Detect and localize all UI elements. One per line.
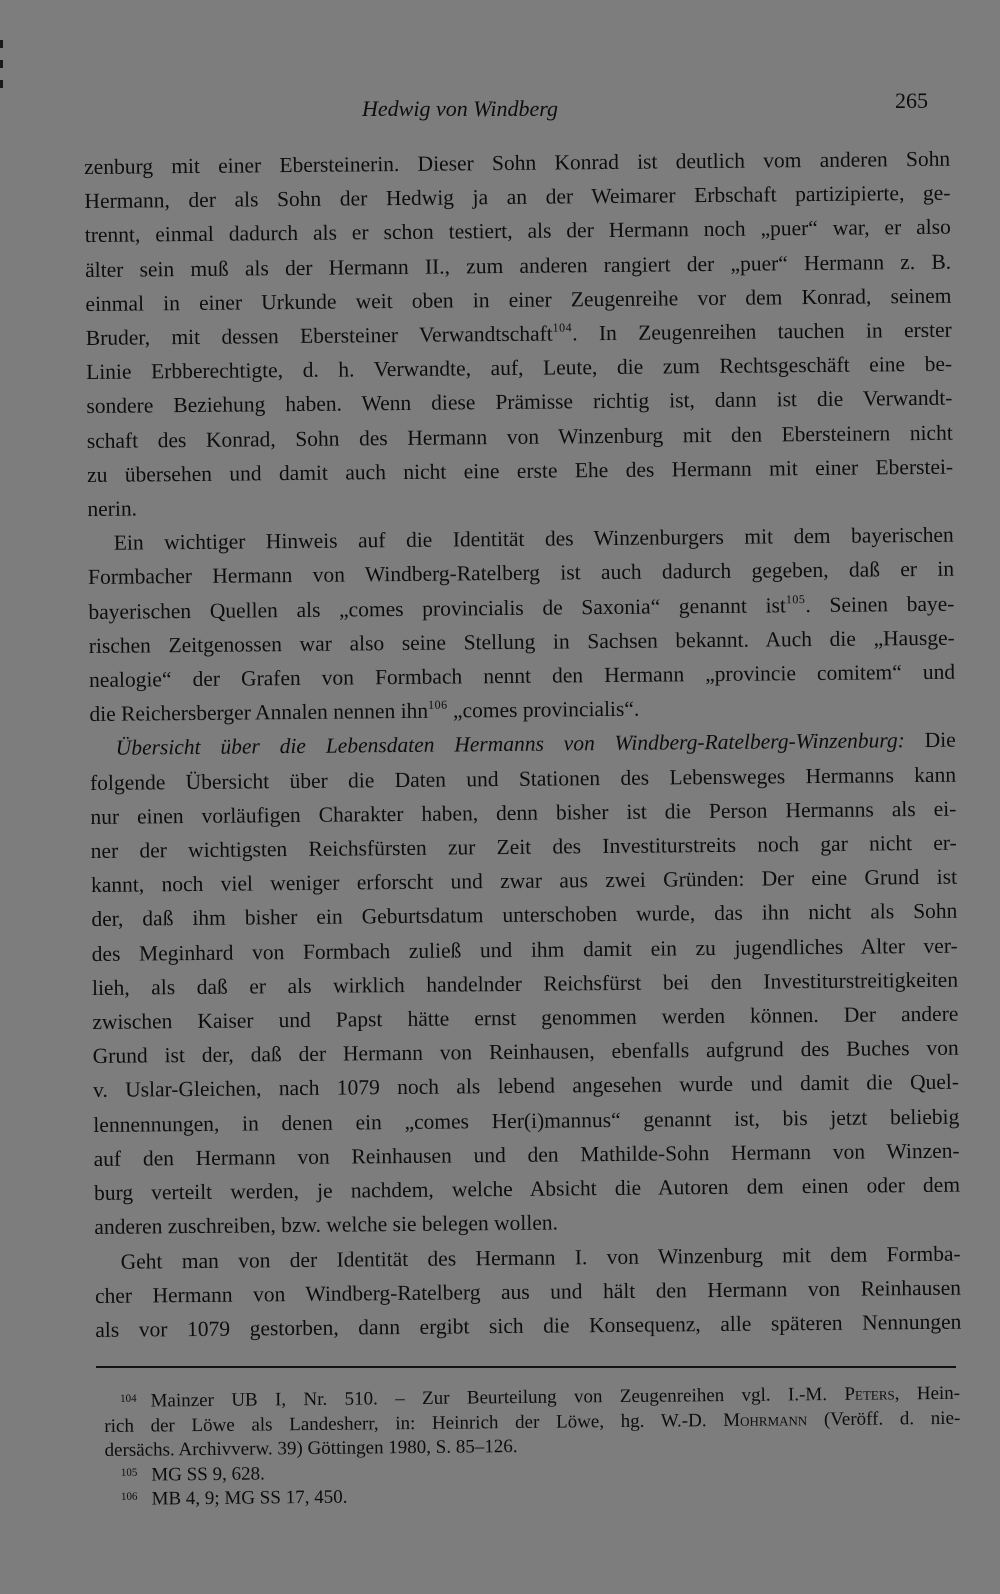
text-span: MB 4, 9; MG SS 17, 450. [151,1486,348,1510]
text-line: sondere Beziehung haben. Wenn diese Prämisse richtig ist, dann ist die Verwandt- [86,386,953,419]
text-span: die Reichersberger Annalen nennen ihn [89,698,429,727]
footnotes [104,1382,961,1513]
text-span: Die [924,728,956,753]
text-span: , Hein- [894,1382,961,1405]
text-span: MG SS 9, 628. [151,1462,265,1486]
text-line: Hermann, der als Sohn der Hedwig ja an der Weimarer Erbschaft partizipierte, ge- [84,180,951,214]
text-line: nur einen vorläufigen Charakter haben, denn bisher ist die Person Hermanns als ei- [90,796,957,829]
footnote-reference[interactable]: 106 [427,697,448,712]
text-line: als vor 1079 gestorben, dann ergibt sich die Konsequenz, alle späteren Nennungen [95,1309,962,1342]
paragraph [90,723,961,1244]
footnote-mark: 104 [120,1392,137,1405]
footnote-reference[interactable]: 105 [785,591,806,606]
text-line: nerin. [87,496,138,522]
author-name: Mohrmann [723,1408,808,1431]
scan-edge-marks [0,40,3,100]
text-line: einmal in einer Urkunde weit oben in einer Zeugenreihe vor dem Konrad, seinem [85,283,952,316]
body-text [84,142,961,1347]
section-heading-inline: Übersicht über die Lebensdaten Hermanns von Windberg-Ratelberg-Winzenburg: [115,728,905,761]
running-title: Hedwig von Windberg [362,96,558,121]
text-line: v. Uslar-Gleichen, nach 1079 noch als lebend angesehen wurde und damit die Quel- [92,1070,960,1103]
text-line: rischen Zeitgenossen war also seine Stellung in Sachsen bekannt. Auch die „Hausge- [88,625,955,658]
text-span: . In Zeugenreihen tauchen in erster [572,317,952,346]
text-line: Geht man von der Identität des Hermann I. von Winzenburg mit dem Formba- [120,1241,961,1274]
text-line: lieh, als daß er als wirklich handelnder Reichsfürst bei den Investiturstreitigkeiten [91,967,959,1000]
text-line: lennennungen, in denen ein „comes Her(i)mannus“ genannt ist, bis jetzt beliebig [93,1104,960,1137]
footnote-reference[interactable]: 104 [552,320,573,335]
footnote-mark: 106 [120,1490,138,1503]
text-line: trennt, einmal dadurch als er schon testiert, als der Hermann noch „puer“ war, er also [84,215,951,248]
text-span: bayerischen Quellen als „comes provincialis de Saxonia“ genannt ist [88,592,787,624]
text-span: . Seinen baye- [805,591,955,617]
paragraph [88,518,956,732]
text-line: folgende Übersicht über die Daten und Stationen des Lebensweges Hermanns kann [89,762,957,795]
author-name: Peters [844,1383,895,1405]
text-line: Grund ist der, daß der Hermann von Reinhausen, ebenfalls aufgrund des Buches von [92,1035,959,1069]
text-span: Mainzer UB I, Nr. 510. – Zur Beurteilung von Zeugenreihen vgl. I.-M. [150,1383,845,1412]
text-line: kannt, noch viel weniger erforscht und zwar aus zwei Gründen: Der eine Grund ist [90,864,958,898]
text-line: zu übersehen und damit auch nicht eine erste Ehe des Hermann mit einer Eberstei- [87,454,954,487]
text-line: älter sein muß als der Hermann II., zum anderen rangiert der „puer“ Hermann z. B. [85,249,952,282]
text-span: (Veröff. d. nie- [807,1407,961,1430]
paragraph [95,1236,962,1347]
text-line: Linie Erbberechtigte, d. h. Verwandte, auf, Leute, die zum Rechtsgeschäft eine be- [86,351,953,385]
text-line: nealogie“ der Grafen von Formbach nennt den Hermann „provincie comitem“ und [88,659,956,693]
text-line: anderen zuschreiben, bzw. welche sie belegen wollen. [94,1210,559,1240]
text-span: „comes provincialis“. [447,696,640,723]
footnote-line: dersächs. Archivverw. 39) Göttingen 1980, S. 85–126. [104,1436,518,1461]
text-line: burg verteilt werden, je nachdem, welche Absicht die Autoren dem einen oder dem [93,1172,961,1206]
text-line: zwischen Kaiser und Papst hätte ernst genommen werden können. Der andere [92,1001,959,1035]
text-line: des Meginhard von Formbach zuließ und ihm damit ein zu jugendliches Alter ver- [91,933,958,966]
footnote-104 [104,1382,961,1464]
text-line: cher Hermann von Windberg-Ratelberg aus und hält den Hermann von Reinhausen [94,1275,962,1308]
footnote-separator [96,1366,956,1368]
footnote-mark: 105 [120,1466,138,1479]
text-line: der, daß ihm bisher ein Geburtsdatum unterschoben wurde, das ihn nicht als Sohn [91,899,958,932]
text-line: schaft des Konrad, Sohn des Hermann von Winzenburg mit den Ebersteinern nicht [86,420,953,453]
text-line: ner der wichtigsten Reichsfürsten zur Zeit des Investiturstreits noch gar nicht er- [90,830,957,864]
page-number: 265 [895,88,928,113]
text-line: Formbacher Hermann von Windberg-Ratelberg ist auch dadurch gegeben, daß er in [87,557,955,590]
paragraph [84,142,954,527]
text-line: auf den Hermann von Reinhausen und den Mathilde-Sohn Hermann von Winzen- [93,1138,960,1171]
text-span: rich der Löwe als Landesherr, in: Heinrich der Löwe, hg. W.-D. [104,1409,724,1437]
text-line: Ein wichtiger Hinweis auf die Identität des Winzenburgers mit dem bayerischen [113,522,954,555]
text-span: Bruder, mit dessen Ebersteiner Verwandtschaft [85,321,553,351]
text-line: zenburg mit einer Ebersteinerin. Dieser Sohn Konrad ist deutlich vom anderen Sohn [84,146,951,179]
